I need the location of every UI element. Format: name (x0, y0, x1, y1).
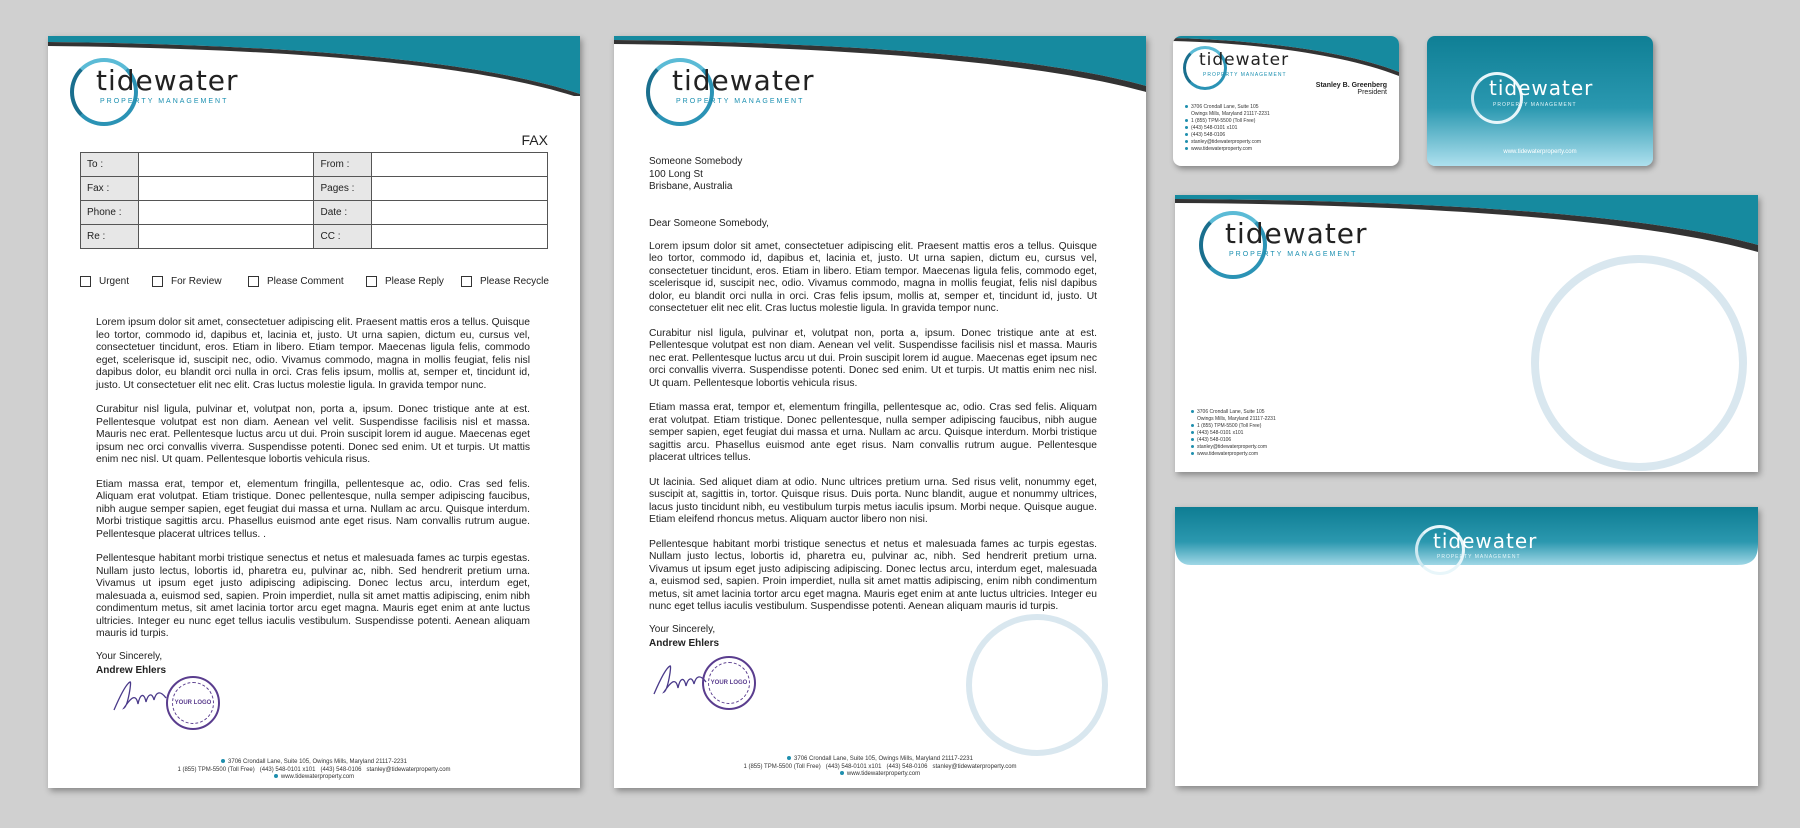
signature-image (110, 676, 170, 716)
fax-field-label: CC : (314, 225, 372, 249)
brand-tagline: PROPERTY MANAGEMENT (1229, 251, 1358, 258)
fax-field-value[interactable] (372, 225, 548, 249)
checkbox-icon[interactable] (366, 276, 377, 287)
fax-checkbox[interactable]: For Review (152, 276, 222, 287)
fax-checkbox[interactable]: Please Recycle (461, 276, 549, 287)
card-person (1316, 82, 1387, 96)
recipient-address (649, 156, 1097, 194)
card-contact: 3706 Crondall Lane, Suite 105 Owings Mills, Maryland 21117-2231 1 (855) TPM-5500 (Toll Free) (443) 548-0101 x101 (443) 548-0106 stanley@tidewaterproperty.com www.tidewaterproperty.com (1185, 104, 1270, 153)
recipient-line: Someone Somebody (649, 156, 743, 167)
brand-tagline: PROPERTY MANAGEMENT (1203, 72, 1287, 78)
card-person-title: President (1357, 89, 1387, 96)
checkbox-icon[interactable] (248, 276, 259, 287)
letter-closing: Your Sincerely, (649, 623, 716, 635)
fax-body (96, 317, 530, 676)
fax-title: FAX (521, 132, 548, 148)
fax-field-value[interactable] (138, 225, 314, 249)
card-person-name: Stanley B. Greenberg (1315, 82, 1387, 89)
signature-image (650, 660, 710, 700)
brand-name: tidewater (1433, 529, 1538, 553)
brand-logo (1471, 72, 1621, 122)
letter-signer: Andrew Ehlers (649, 637, 720, 649)
fax-field-value[interactable] (138, 177, 314, 201)
fax-paragraph: Pellentesque habitant morbi tristique senectus et netus et malesuada fames ac turpis egestas. Nullam justo lectus, lobortis id, pharetra eu, pulvinar ac, nibh. Sed hendrerit pretium urna. Vivamus ut ipsum eget justo adipiscing adipiscing. Donec lectus arcu, interdum eget, malesuada a, euismod sed, sapien. Proin imperdiet, nulla sit amet mattis adipiscing, enim nibh condimentum metus, sit amet lacinia tortor arcu eget magna. Mauris eget enim at ante luctus ultricies. Integer eu nunc eget tellus iaculis vestibulum. Suspendisse potenti. Aenean aliquam mauris id turpis. (96, 553, 530, 639)
letter-paragraph: Lorem ipsum dolor sit amet, consectetuer adipiscing elit. Praesent mattis eros a tellus. Quisque leo tortor, commodo id, dapibus et, lacinia et, justo. Ut urna sapien, dictum eu, cursus vel, consectetuer tincidunt, eros. Etiam in libero. Etiam tempor. Maecenas ligula felis, commodo eget, scelerisque id, suscipit nec, odio. Vivamus commodo, magna in mollis feugiat, felis nisl dapibus dolor, eu blandit orci nulla in orci. Cras felis ipsum, mollis at, semper et, tincidunt id, justo. Ut consectetuer elit nec elit. Cras luctus molestie ligula. In gravida tempor nunc. (649, 240, 1097, 314)
brand-logo (1183, 46, 1313, 91)
recipient-line: Brisbane, Australia (649, 181, 733, 192)
brand-logo (1199, 211, 1399, 281)
letter-paragraph: Pellentesque habitant morbi tristique senectus et netus et malesuada fames ac turpis egestas. Nullam justo lectus, lobortis id, pharetra eu, pulvinar ac, nibh. Sed hendrerit pretium urna. Vivamus ut ipsum eget justo adipiscing adipiscing. Donec lectus arcu, interdum eget, malesuada a, euismod sed, sapien. Proin imperdiet, nulla sit amet mattis adipiscing, enim nibh condimentum metus, sit amet lacinia tortor arcu eget magna. Mauris eget enim at ante luctus ultricies. Integer eu nunc eget tellus iaculis vestibulum. Suspendisse potenti. Aenean aliquam mauris id turpis. (649, 538, 1097, 612)
company-stamp: YOUR LOGO (702, 656, 756, 710)
fax-field-label: From : (314, 153, 372, 177)
letter-body (649, 156, 1097, 649)
fax-checkbox[interactable]: Please Comment (248, 276, 344, 287)
brand-name: tidewater (1225, 217, 1368, 250)
fax-field-value[interactable] (138, 201, 314, 225)
fax-field-label: Re : (81, 225, 139, 249)
watermark-ring (1531, 255, 1747, 471)
brand-logo (646, 58, 846, 128)
letterhead-sheet (614, 36, 1146, 788)
business-card-front (1173, 36, 1399, 166)
brand-tagline: PROPERTY MANAGEMENT (676, 98, 805, 105)
fax-signer: Andrew Ehlers (96, 664, 167, 676)
letter-paragraph: Etiam massa erat, tempor et, elementum fringilla, pellentesque ac, odio. Cras sed felis. Aliquam erat volutpat. Etiam tristique. Donec pellentesque, nulla semper adipiscing faucibus, nibh augue semper sapien, eget feugiat dui massa et urna. Nullam ac arcu. Quisque interdum. Morbi tristique sagittis arcu. Phasellus euismod ante eget risus. Nam convallis rutrum augue. Pellentesque placerat ultrices tellus. (649, 402, 1097, 463)
slip-contact: 3706 Crondall Lane, Suite 105 Owings Mills, Maryland 21117-2231 1 (855) TPM-5500 (Toll Free) (443) 548-0101 x101 (443) 548-0106 stanley@tidewaterproperty.com www.tidewaterproperty.com (1191, 409, 1276, 458)
fax-field-row (81, 225, 548, 249)
brand-tagline: PROPERTY MANAGEMENT (1437, 554, 1521, 560)
business-card-back (1427, 36, 1653, 166)
fax-field-row (81, 153, 548, 177)
fax-checkbox[interactable]: Please Reply (366, 276, 444, 287)
fax-field-label: Date : (314, 201, 372, 225)
fax-checkbox[interactable]: Urgent (80, 276, 129, 287)
fax-fields-table (80, 152, 548, 249)
fax-field-value[interactable] (372, 201, 548, 225)
fax-sheet (48, 36, 580, 788)
fax-closing: Your Sincerely, (96, 650, 163, 662)
fax-field-label: Pages : (314, 177, 372, 201)
brand-name: tidewater (672, 64, 815, 97)
card-back-web: www.tidewaterproperty.com (1503, 149, 1577, 155)
fax-paragraph: Curabitur nisl ligula, pulvinar et, volutpat non, porta a, ipsum. Donec tristique ante at est. Pellentesque volutpat est non diam. Aenean vel velit. Suspendisse facilisis nisl et massa. Mauris nec erat. Pellentesque luctus arcu ut dui. Proin suscipit lorem id augue. Maecenas eget ipsum nec orci convallis viverra. Suspendisse potenti. Donec sed enim. Ut et turpis. Ut mattis enim nec nisl. Ut quam. Pellentesque lobortis vehicula risus. (96, 404, 530, 465)
watermark-ring (966, 614, 1108, 756)
brand-logo (1415, 525, 1565, 575)
letter-footer: 3706 Crondall Lane, Suite 105, Owings Mills, Maryland 21117-2231 1 (855) TPM-5500 (Toll Free) (443) 548-0101 x101 (443) 548-0106 stanley@tidewaterproperty.com www.tidewaterproperty.com (743, 756, 1017, 777)
brand-name: tidewater (1199, 50, 1290, 70)
fax-field-value[interactable] (372, 177, 548, 201)
compliment-slip (1175, 195, 1758, 472)
fax-paragraph: Etiam massa erat, tempor et, elementum fringilla, pellentesque ac, odio. Cras sed felis. Aliquam erat volutpat. Etiam tristique. Donec pellentesque, nulla semper adipiscing faucibus, nibh augue semper sapien, eget feugiat dui massa et urna. Nullam ac arcu. Quisque interdum. Morbi tristique sagittis arcu. Phasellus euismod ante eget risus. Nam convallis rutrum augue. Pellentesque placerat ultrices tellus. . (96, 478, 530, 540)
fax-field-value[interactable] (138, 153, 314, 177)
brand-tagline: PROPERTY MANAGEMENT (100, 98, 229, 105)
brand-name: tidewater (1489, 76, 1594, 100)
fax-field-label: Phone : (81, 201, 139, 225)
fax-field-label: To : (81, 153, 139, 177)
letter-paragraph: Ut lacinia. Sed aliquet diam at odio. Nunc ultrices pretium urna. Sed risus velit, nonummy eget, suscipit at, sagittis in, tortor. Quisque risus. Duis porta. Nunc blandit, augue et nonummy ultrices, lacus justo tincidunt nibh, eu vestibulum turpis metus iaculis ipsum. Morbi neque. Quisque augue. Etiam eleifend rhoncus metus. Aliquam auctor libero non nisi. (649, 476, 1097, 525)
fax-field-row (81, 177, 548, 201)
checkbox-icon[interactable] (80, 276, 91, 287)
fax-field-row (81, 201, 548, 225)
brand-tagline: PROPERTY MANAGEMENT (1493, 102, 1577, 108)
fax-paragraph: Lorem ipsum dolor sit amet, consectetuer adipiscing elit. Praesent mattis eros a tellus. Quisque leo tortor, commodo id, dapibus et, lacinia et, justo. Ut urna sapien, dictum eu, cursus vel, consectetuer tincidunt, eros. Etiam in libero. Etiam tempor. Maecenas ligula felis, commodo eget, scelerisque id, suscipit nec, odio. Vivamus commodo, magna in mollis feugiat, felis nisl dapibus dolor, eu blandit orci nulla in orci. Cras felis ipsum, mollis at, semper et, tincidunt id, justo. Ut consectetuer elit nec elit. Cras luctus molestie ligula. In gravida tempor nunc. (96, 317, 530, 391)
recipient-line: 100 Long St (649, 168, 703, 180)
letter-greeting: Dear Someone Somebody, (649, 217, 769, 229)
brand-logo (70, 58, 270, 128)
fax-footer: 3706 Crondall Lane, Suite 105, Owings Mills, Maryland 21117-2231 1 (855) TPM-5500 (Toll Free) (443) 548-0101 x101 (443) 548-0106 stanley@tidewaterproperty.com www.tidewaterproperty.com (177, 759, 451, 780)
fax-field-value[interactable] (372, 153, 548, 177)
checkbox-icon[interactable] (152, 276, 163, 287)
company-stamp: YOUR LOGO (166, 676, 220, 730)
fax-field-label: Fax : (81, 177, 139, 201)
letter-paragraph: Curabitur nisl ligula, pulvinar et, volutpat non, porta a, ipsum. Donec tristique ante at est. Pellentesque volutpat est non diam. Aenean vel velit. Suspendisse facilisis nisl et massa. Mauris nec erat. Pellentesque luctus arcu ut dui. Proin suscipit lorem id augue. Maecenas eget ipsum nec orci convallis viverra. Suspendisse potenti. Donec sed enim. Ut et turpis. Ut mattis enim nec nisl. Ut quam. Pellentesque lobortis vehicula risus. (649, 327, 1097, 389)
envelope (1175, 507, 1758, 786)
brand-name: tidewater (96, 64, 239, 97)
checkbox-icon[interactable] (461, 276, 472, 287)
